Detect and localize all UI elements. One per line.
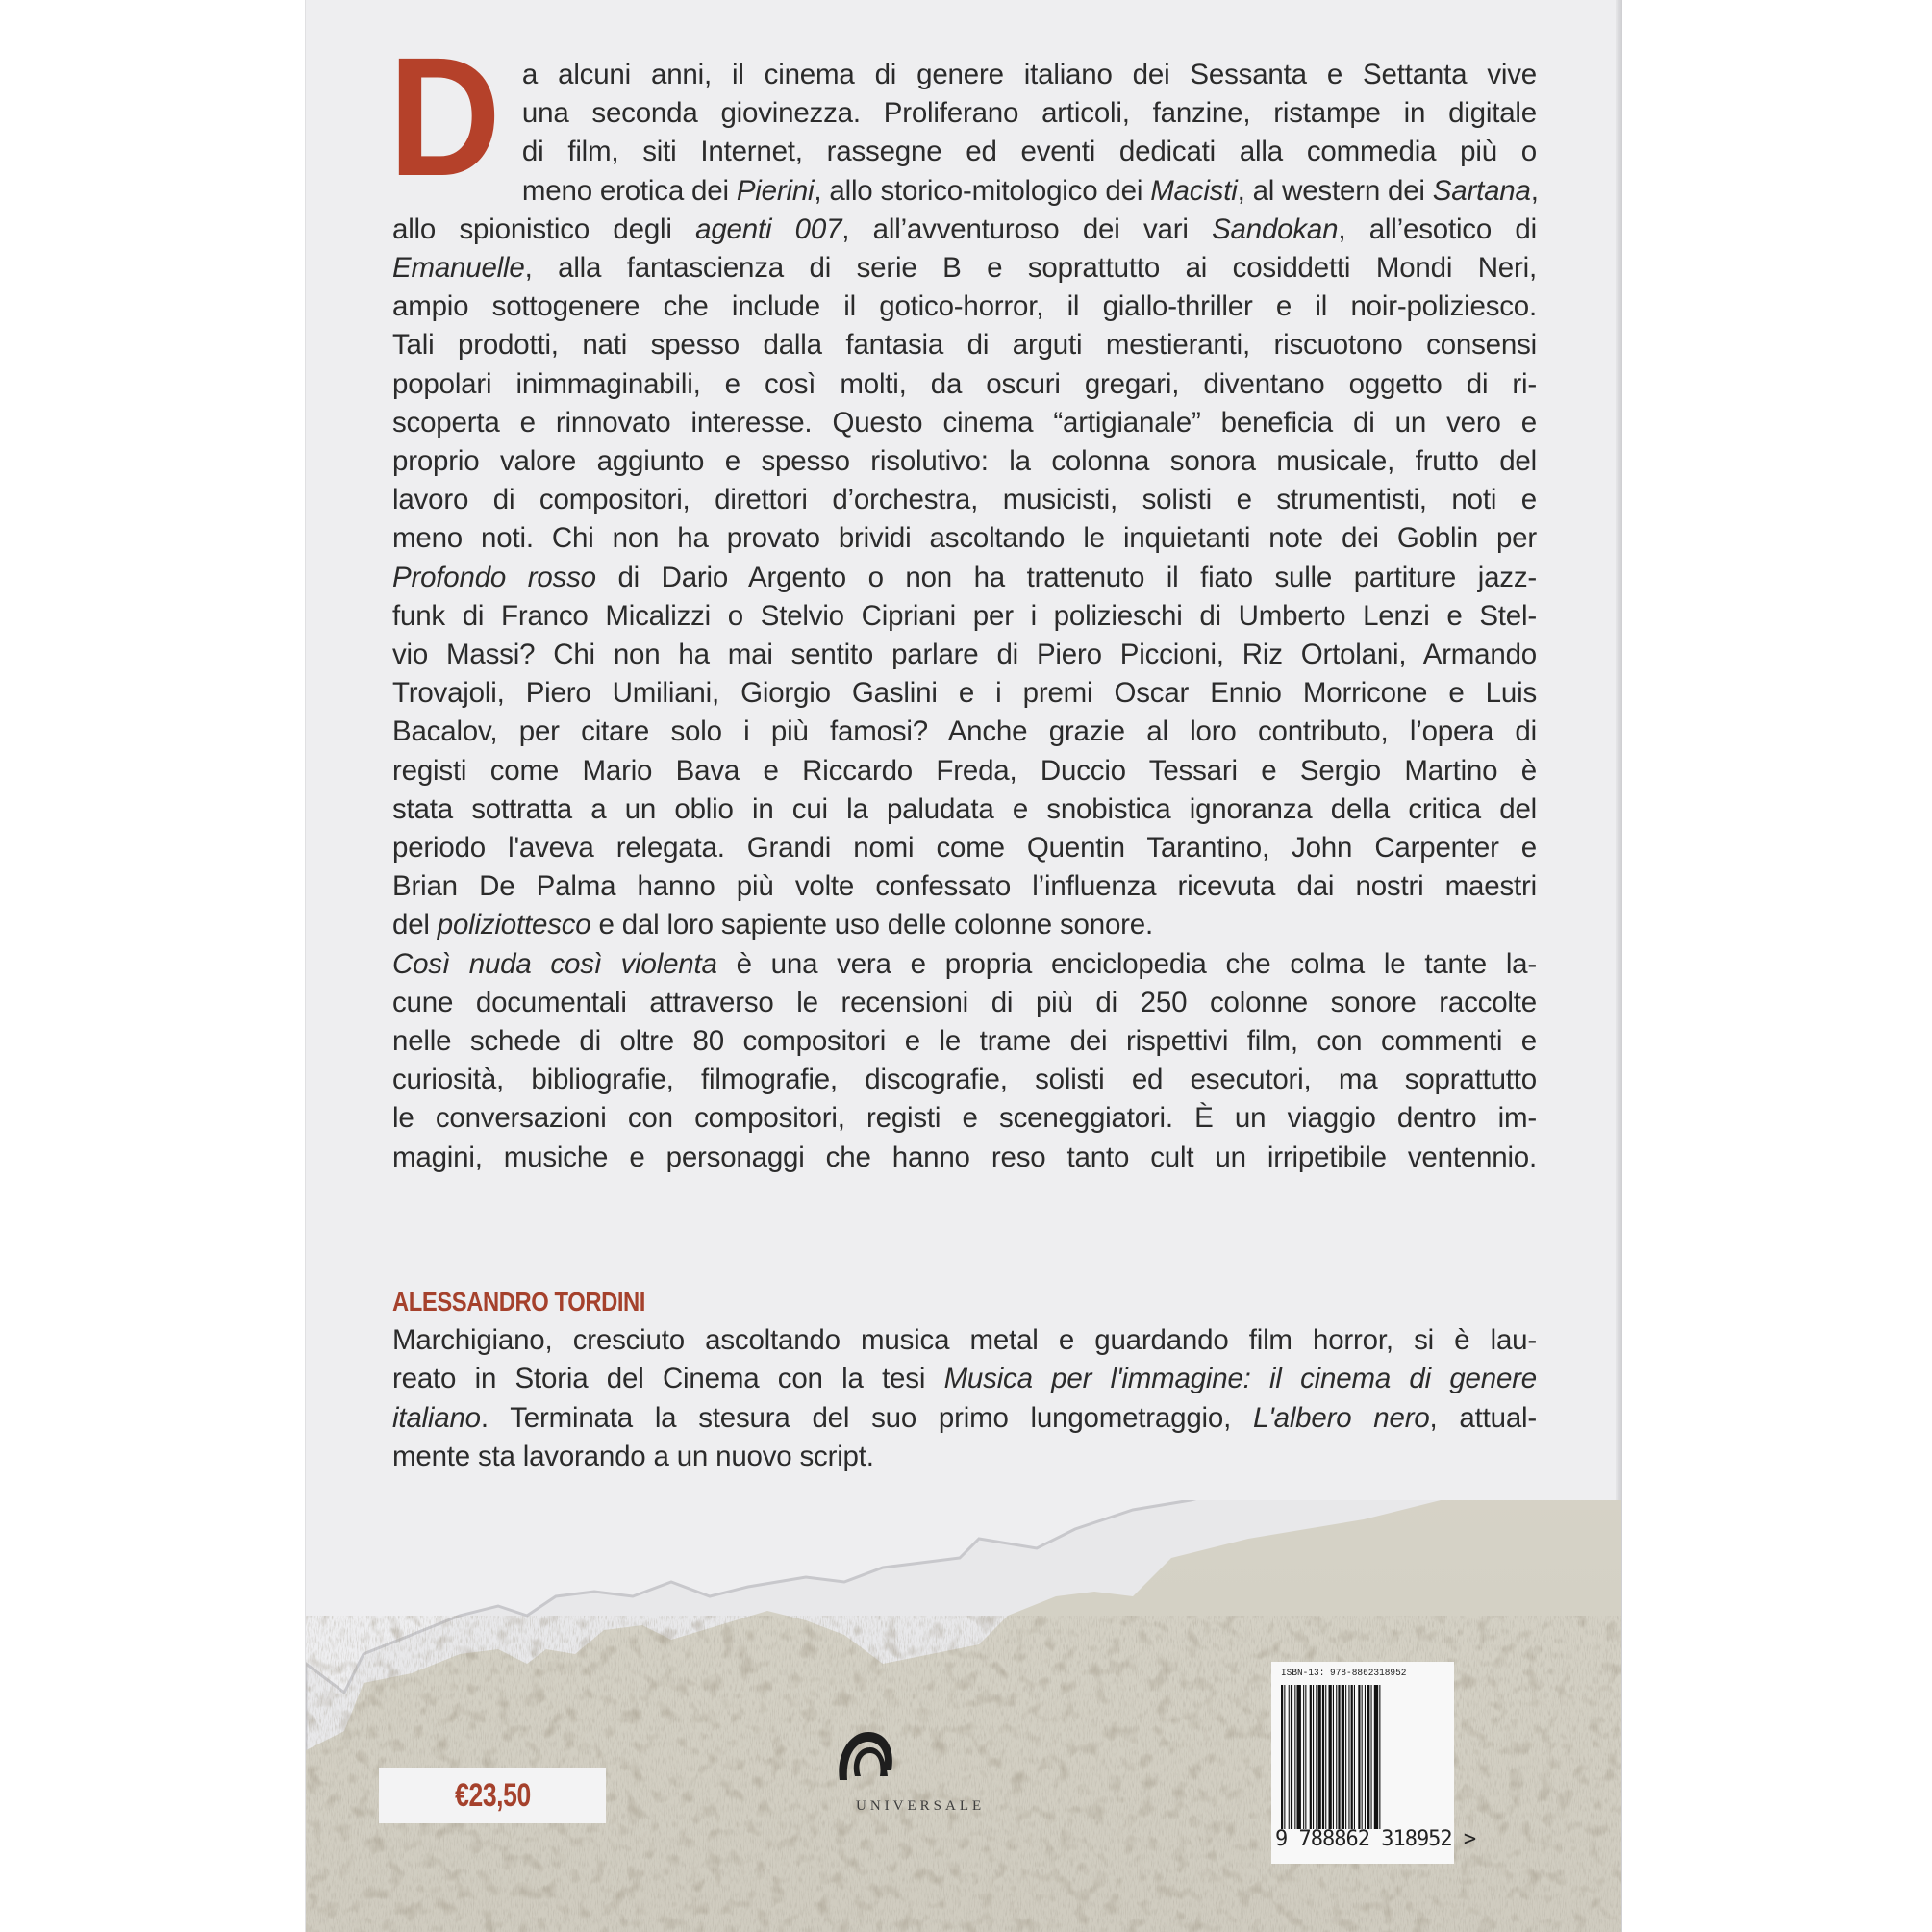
text-line xyxy=(392,133,1537,171)
text-line xyxy=(392,404,1537,442)
isbn-digits: 9 788862 318952 > xyxy=(1275,1827,1476,1851)
author-name: ALESSANDRO TORDINI xyxy=(392,1287,645,1317)
text-line xyxy=(392,249,1537,288)
italic-title: Musica per l'immagine: il cinema di genere xyxy=(943,1363,1538,1395)
author-bio-lines xyxy=(392,1321,1537,1476)
text-line xyxy=(392,713,1537,751)
text-line xyxy=(392,1022,1537,1061)
italic-title: agenti 007 xyxy=(695,213,842,245)
text-segment: allo spionistico degli xyxy=(392,213,696,245)
text-segment: , all’avventuroso dei vari xyxy=(841,213,1213,245)
text-segment: popolari inimmaginabili, e così molti, da oscuri gregari, diventano oggetto di ri- xyxy=(392,367,1537,400)
italic-title: Macisti xyxy=(1150,174,1238,207)
text-segment: , allo storico-mitologico dei xyxy=(814,174,1151,207)
text-line xyxy=(392,1061,1537,1099)
text-segment: Tali prodotti, nati spesso dalla fantasia di arguti mestieranti, riscuotono consensi xyxy=(392,329,1537,362)
text-line xyxy=(392,790,1537,829)
italic-title: Profondo rosso xyxy=(392,561,596,593)
italic-title: L'albero nero xyxy=(1252,1401,1430,1434)
text-line xyxy=(392,597,1537,636)
text-segment: mente sta lavorando a un nuovo script. xyxy=(392,1440,874,1472)
publisher-name: UNIVERSALE xyxy=(856,1798,986,1814)
text-segment: proprio valore aggiunto e spesso risolutivo: la colonna sonora musicale, frutto del xyxy=(392,445,1537,478)
text-segment: di Dario Argento o non ha trattenuto il fiato sulle partiture jazz- xyxy=(595,561,1537,593)
italic-title: Sartana xyxy=(1432,174,1531,207)
text-line xyxy=(392,56,1537,94)
text-segment: funk di Franco Micalizzi o Stelvio Cipriani per i polizieschi di Umberto Lenzi e Stel- xyxy=(392,599,1537,632)
text-segment: reato in Storia del Cinema con la tesi xyxy=(392,1363,944,1395)
isbn-label: ISBN-13: 978-8862318952 xyxy=(1281,1668,1407,1679)
text-line xyxy=(392,211,1537,249)
text-segment: , xyxy=(1530,174,1539,207)
text-segment: a alcuni anni, il cinema di genere italiano dei Sessanta e Settanta vive xyxy=(521,59,1537,90)
text-segment: . Terminata la stesura del suo primo lungometraggio, xyxy=(480,1401,1253,1434)
text-line xyxy=(392,945,1537,984)
text-line xyxy=(392,829,1537,867)
text-segment: del xyxy=(392,909,438,941)
text-line xyxy=(392,326,1537,364)
text-segment: nelle schede di oltre 80 compositori e le trame dei rispettivi film, con commenti e xyxy=(392,1025,1537,1058)
text-segment: Marchigiano, cresciuto ascoltando musica metal e guardando film horror, si è lau- xyxy=(392,1324,1537,1357)
text-line xyxy=(392,867,1537,906)
publisher-arch-logo-icon xyxy=(832,1726,899,1784)
blurb-lines xyxy=(392,56,1537,1177)
text-line xyxy=(392,1399,1537,1438)
text-segment: periodo l'aveva relegata. Grandi nomi come Quentin Tarantino, John Carpenter e xyxy=(392,832,1537,865)
text-segment: è una vera e propria enciclopedia che colma le tante la- xyxy=(716,947,1537,980)
text-segment: meno noti. Chi non ha provato brividi ascoltando le inquietanti note dei Goblin per xyxy=(392,522,1537,555)
text-line xyxy=(392,288,1537,326)
italic-title: Sandokan xyxy=(1212,213,1339,245)
text-segment: , all’esotico di xyxy=(1338,213,1537,245)
text-segment: vio Massi? Chi non ha mai sentito parlare di Piero Piccioni, Riz Ortolani, Armando xyxy=(392,639,1537,671)
text-segment: le conversazioni con compositori, registi e sceneggiatori. È un viaggio dentro im- xyxy=(392,1102,1537,1135)
text-line xyxy=(392,636,1537,674)
text-segment: e dal loro sapiente uso delle colonne sonore. xyxy=(590,909,1154,941)
text-segment: di film, siti Internet, rassegne ed eventi dedicati alla commedia più o xyxy=(521,136,1537,168)
text-segment: Brian De Palma hanno più volte confessato l’influenza ricevuta dai nostri maestri xyxy=(392,870,1537,903)
text-line xyxy=(392,442,1537,481)
italic-title: Così nuda così violenta xyxy=(392,947,717,980)
text-line xyxy=(392,906,1537,944)
text-segment: , attual- xyxy=(1429,1401,1538,1434)
text-line xyxy=(392,1139,1537,1177)
text-line xyxy=(392,1360,1537,1398)
drop-cap: D xyxy=(389,23,501,212)
text-segment: registi come Mario Bava e Riccardo Freda, Duccio Tessari e Sergio Martino è xyxy=(392,754,1537,787)
barcode-icon xyxy=(1281,1685,1443,1829)
text-segment: lavoro di compositori, direttori d’orchestra, musicisti, solisti e strumentisti, noti e xyxy=(392,484,1537,516)
book-back-cover xyxy=(306,0,1621,1932)
text-segment: , alla fantascienza di serie B e soprattutto ai cosiddetti Mondi Neri, xyxy=(524,252,1537,285)
text-line xyxy=(392,559,1537,597)
text-segment: cune documentali attraverso le recensioni di più di 250 colonne sonore raccolte xyxy=(392,986,1537,1018)
italic-title: italiano xyxy=(392,1401,481,1434)
text-segment: ampio sottogenere che include il gotico-horror, il giallo-thriller e il noir-poliziesco. xyxy=(392,290,1537,323)
text-line xyxy=(392,674,1537,713)
text-line xyxy=(392,365,1537,404)
blurb xyxy=(389,23,1539,1177)
isbn-barcode xyxy=(1271,1662,1476,1864)
text-segment: Bacalov, per citare solo i più famosi? Anche grazie al loro contributo, l’opera di xyxy=(392,715,1537,748)
text-line xyxy=(392,1099,1537,1138)
text-line xyxy=(392,752,1537,790)
text-line xyxy=(392,519,1537,558)
text-segment: curiosità, bibliografie, filmografie, discografie, solisti ed esecutori, ma soprattutto xyxy=(392,1064,1537,1096)
text-segment: stata sottratta a un oblio in cui la paludata e snobistica ignoranza della critica del xyxy=(392,792,1537,825)
text-line xyxy=(392,481,1537,519)
text-line xyxy=(392,1321,1537,1360)
italic-title: poliziottesco xyxy=(437,909,591,941)
italic-title: Emanuelle xyxy=(392,252,525,285)
text-segment: magini, musiche e personaggi che hanno reso tanto cult un irripetibile ventennio. xyxy=(392,1141,1537,1173)
text-segment: scoperta e rinnovato interesse. Questo cinema “artigianale” beneficia di un vero e xyxy=(392,406,1537,439)
text-line xyxy=(392,94,1537,133)
text-line xyxy=(392,172,1537,211)
text-segment: , al western dei xyxy=(1237,174,1433,207)
text-segment: meno erotica dei xyxy=(521,174,737,207)
price-label xyxy=(379,1768,606,1823)
text-line xyxy=(392,984,1537,1022)
price: €23,50 xyxy=(454,1776,531,1814)
text-line xyxy=(392,1438,1537,1476)
text-segment: Trovajoli, Piero Umiliani, Giorgio Gaslini e i premi Oscar Ennio Morricone e Luis xyxy=(392,677,1537,710)
author-bio xyxy=(392,1283,1537,1476)
text-segment: una seconda giovinezza. Proliferano articoli, fanzine, ristampe in digitale xyxy=(521,97,1537,130)
italic-title: Pierini xyxy=(736,174,815,207)
